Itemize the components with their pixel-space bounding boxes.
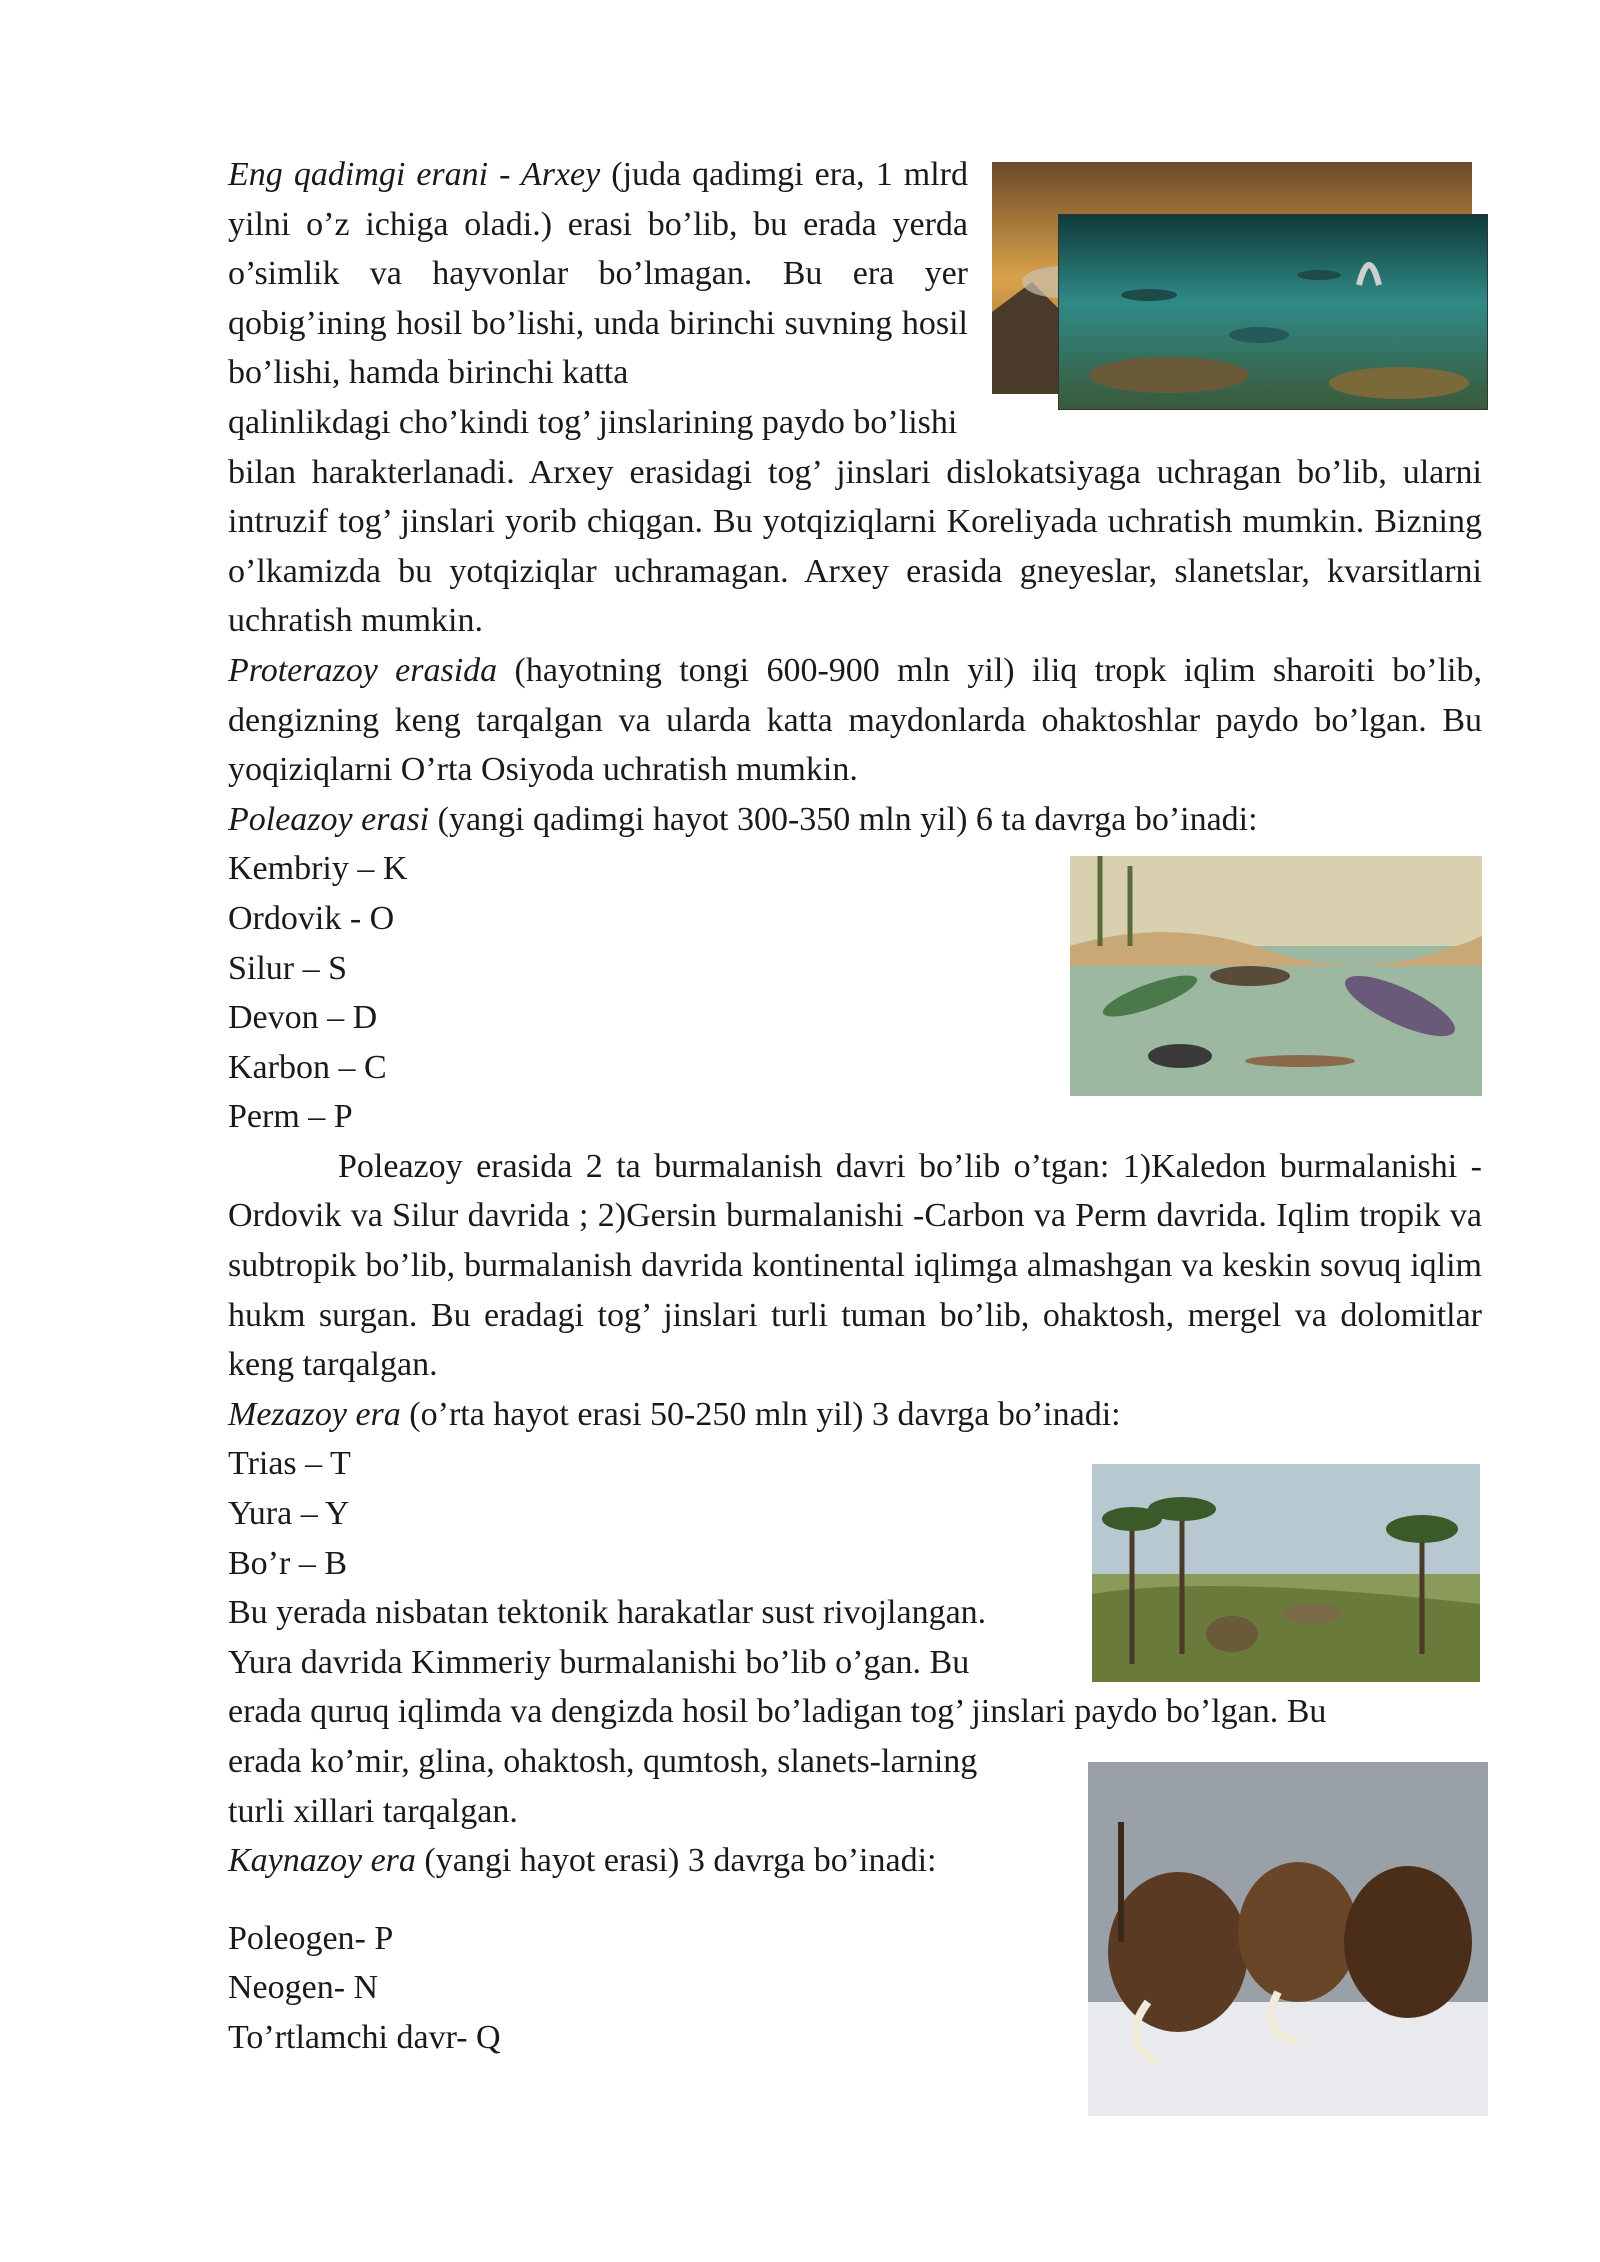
arxey-title: Eng qadimgi erani - Arxey xyxy=(228,156,601,193)
proterazoy-paragraph xyxy=(228,646,1482,795)
kaynazoy-intro: Kaynazoy era (yangi hayot erasi) 3 davrga bo’inadi: xyxy=(228,1842,937,1880)
spacer xyxy=(228,1886,1482,1914)
period-perm: Perm – P xyxy=(228,1098,353,1136)
mezazoy-line-2: Yura davrida Kimmeriy burmalanishi bo’lib o’gan. Bu xyxy=(228,1643,970,1681)
poleazoy-intro: Poleazoy erasi (yangi qadimgi hayot 300-350 mln yil) 6 ta davrga bo’inadi: xyxy=(228,800,1258,838)
arxey-wrap-text: (juda qadimgi era, 1 mlrd yilni o’z ichiga oladi.) erasi bo’lib, bu erada yerda o’simlik va hayvonlar bo’lmagan. Bu era yer qobig’ining hosil bo’lishi, unda birinchi suvning hosil bo’lishi, hamda birinchi katta xyxy=(228,156,969,392)
mezazoy-line-1: Bu yerada nisbatan tektonik harakatlar sust rivojlangan. xyxy=(228,1594,987,1632)
period-bor: Bo’r – B xyxy=(228,1544,347,1582)
period-yura: Yura – Y xyxy=(228,1495,350,1533)
arxey-wrapped-paragraph xyxy=(228,150,968,398)
period-devon: Devon – D xyxy=(228,999,378,1037)
proterazoy-text: (hayotning tongi 600-900 mln yil) iliq tropk iqlim sharoiti bo’lib, dengizning keng tarqalgan va ularda katta maydonlarda ohaktoshlar paydo bo’lgan. Bu yoqiziqlarni O’rta Osiyoda uchratish mumkin. xyxy=(228,651,1482,789)
period-neogen: Neogen- N xyxy=(228,1969,379,2007)
period-trias: Trias – T xyxy=(228,1445,351,1483)
arxey-rest: bilan harakterlanadi. Arxey erasidagi tog’ jinslari dislokatsiyaga uchragan bo’lib, ularni intruzif tog’ jinslari yorib chiqgan. Bu yotqiziqlarni Koreliyada uchratish mumkin. Bizning o’lkamizda bu yotqiziqlar uchramagan. Arxey erasida gneyeslar, slanetslar, kvarsitlarni uchratish mumkin. xyxy=(228,453,1482,640)
arxey-mid-line: qalinlikdagi cho’kindi tog’ jinslarining paydo bo’lishi xyxy=(228,403,958,441)
period-poleogen: Poleogen- P xyxy=(228,1919,394,1957)
proterazoy-title: Proterazoy erasida xyxy=(228,651,498,689)
mezazoy-wrap-end: erada ko’mir, glina, ohaktosh, qumtosh, slanets-larning turli xillari tarqalgan. xyxy=(228,1743,978,1830)
kaynazoy-title: Kaynazoy era xyxy=(228,1842,416,1880)
period-karbon: Karbon – C xyxy=(228,1048,387,1086)
text-body xyxy=(228,150,1482,2063)
mezazoy-line-3: erada quruq iqlimda va dengizda hosil bo’ladigan tog’ jinslari paydo bo’lgan. Bu xyxy=(228,1693,1327,1731)
mezazoy-title: Mezazoy era xyxy=(228,1395,401,1433)
period-silur: Silur – S xyxy=(228,949,348,987)
period-tortlamchi: To’rtlamchi davr- Q xyxy=(228,2018,501,2056)
mezazoy-intro: Mezazoy era (o’rta hayot erasi 50-250 mln yil) 3 davrga bo’inadi: xyxy=(228,1395,1121,1433)
period-ordovik: Ordovik - O xyxy=(228,899,395,937)
poleazoy-paragraph: Poleazoy erasida 2 ta burmalanish davri bo’lib o’tgan: 1)Kaledon burmalanishi - Ordovik va Silur davrida ; 2)Gersin burmalanishi -Carbon va Perm davrida. Iqlim tropik va subtropik bo’lib, burmalanish davrida kontinental iqlimga almashgan va keskin sovuq iqlim hukm surgan. Bu eradagi tog’ jinslari turli tuman bo’lib, ohaktosh, mergel va dolomitlar keng tarqalgan. xyxy=(228,1147,1482,1384)
period-kembriy: Kembriy – K xyxy=(228,850,408,888)
poleazoy-title: Poleazoy erasi xyxy=(228,800,430,838)
